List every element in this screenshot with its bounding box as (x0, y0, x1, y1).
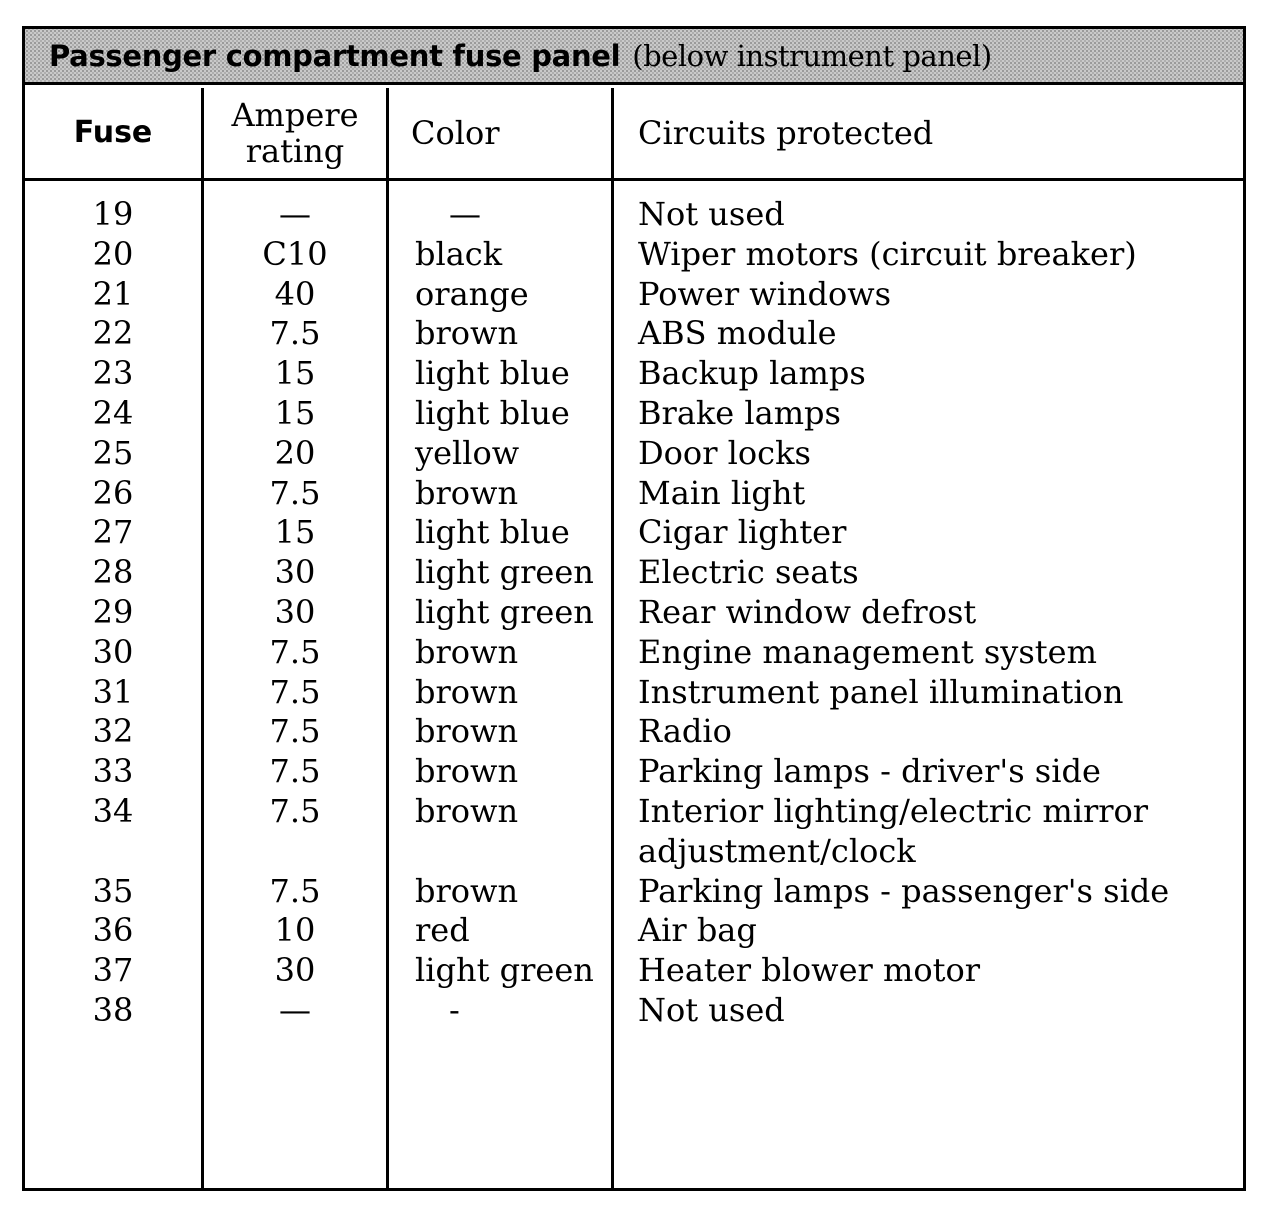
ampere-rating: 7.5 (269, 473, 321, 512)
circuit-protected (614, 792, 1218, 872)
circuit-line: Instrument panel illumination (638, 672, 1124, 711)
fuse-color: light blue (415, 354, 570, 393)
fuse-number: 27 (92, 513, 134, 552)
fuse-color: orange (415, 274, 529, 313)
circuit-protected (614, 951, 1218, 991)
ampere-rating: 7.5 (269, 314, 321, 353)
fuse-number: 26 (92, 473, 134, 512)
table-row (25, 712, 1243, 752)
fuse-color: light blue (415, 513, 570, 552)
ampere-rating: 15 (274, 513, 316, 552)
circuit-line: Electric seats (638, 553, 859, 592)
fuse-color: brown (415, 314, 519, 353)
ampere-rating: — (279, 195, 311, 233)
ampere-rating: 15 (274, 354, 316, 393)
fuse-color: brown (415, 712, 519, 751)
table-row (25, 593, 1243, 633)
fuse-color: light green (415, 951, 594, 990)
fuse-color: yellow (415, 433, 520, 472)
circuit-protected (614, 394, 1218, 434)
fuse-number: 19 (92, 195, 134, 233)
circuit-line: Parking lamps - driver's side (638, 752, 1101, 791)
circuit-protected (614, 991, 1218, 1031)
header-ampere-line1: Ampere (231, 96, 359, 134)
circuit-protected (614, 354, 1218, 394)
circuit-line: Radio (638, 712, 732, 751)
fuse-number: 20 (92, 234, 134, 273)
table-row (25, 792, 1243, 872)
circuit-line: Parking lamps - passenger's side (638, 871, 1170, 910)
circuit-line: Air bag (638, 911, 757, 950)
circuit-line: Door locks (638, 433, 811, 472)
circuit-line: Main light (638, 473, 806, 512)
fuse-color: — (449, 195, 481, 233)
header-circuits-protected: Circuits protected (638, 114, 934, 152)
fuse-number: 25 (92, 433, 134, 472)
circuit-protected (614, 434, 1218, 474)
circuit-protected (614, 752, 1218, 792)
ampere-rating: 7.5 (269, 632, 321, 671)
circuit-line: Cigar lighter (638, 513, 847, 552)
table-row (25, 434, 1243, 474)
fuse-number: 30 (92, 632, 134, 671)
circuit-line: Not used (638, 990, 785, 1029)
table-row (25, 553, 1243, 593)
ampere-rating: 20 (274, 433, 316, 472)
ampere-rating: 7.5 (269, 871, 321, 910)
ampere-rating: — (279, 990, 311, 1029)
ampere-rating: 30 (274, 592, 316, 631)
table-row (25, 752, 1243, 792)
circuit-line: Brake lamps (638, 393, 841, 432)
circuit-line: Engine management system (638, 632, 1097, 671)
circuit-line: Interior lighting/electric mirror (638, 791, 1149, 830)
fuse-number: 38 (92, 990, 134, 1029)
circuit-line: Not used (638, 195, 785, 233)
table-row (25, 354, 1243, 394)
table-row (25, 633, 1243, 673)
header-ampere-line2: rating (245, 132, 345, 170)
fuse-number: 23 (92, 354, 134, 393)
header-ampere-rating (204, 88, 386, 178)
circuit-protected (614, 593, 1218, 633)
circuit-protected (614, 195, 1218, 235)
table-row (25, 394, 1243, 434)
circuit-line: Heater blower motor (638, 951, 980, 990)
table-title-bar (25, 29, 1243, 85)
ampere-rating: C10 (262, 234, 328, 273)
table-row (25, 474, 1243, 514)
fuse-color: light green (415, 553, 594, 592)
circuit-line: Rear window defrost (638, 592, 977, 631)
circuit-line: Backup lamps (638, 354, 866, 393)
fuse-number: 31 (92, 672, 134, 711)
fuse-table (22, 26, 1246, 1191)
circuit-line: ABS module (638, 314, 837, 353)
circuit-protected (614, 633, 1218, 673)
fuse-number: 24 (92, 393, 134, 432)
table-row (25, 673, 1243, 713)
circuit-protected (614, 314, 1218, 354)
fuse-color: red (415, 911, 470, 950)
table-row (25, 513, 1243, 553)
ampere-rating: 15 (274, 393, 316, 432)
table-title-location: (below instrument panel) (632, 38, 992, 73)
circuit-protected (614, 673, 1218, 713)
fuse-number: 22 (92, 314, 134, 353)
circuit-protected (614, 474, 1218, 514)
fuse-color: brown (415, 871, 519, 910)
circuit-line: Power windows (638, 274, 892, 313)
ampere-rating: 7.5 (269, 672, 321, 711)
fuse-color: brown (415, 791, 519, 830)
table-row (25, 951, 1243, 991)
fuse-number: 21 (92, 274, 134, 313)
ampere-rating: 30 (274, 553, 316, 592)
fuse-color: brown (415, 473, 519, 512)
fuse-color: light blue (415, 393, 570, 432)
ampere-rating: 10 (274, 911, 316, 950)
circuit-protected (614, 712, 1218, 752)
circuit-protected (614, 872, 1218, 912)
fuse-color: black (415, 234, 503, 273)
header-color: Color (411, 114, 500, 152)
fuse-number: 36 (92, 911, 134, 950)
fuse-number: 33 (92, 752, 134, 791)
table-title: Passenger compartment fuse panel (49, 38, 621, 73)
ampere-rating: 40 (274, 274, 316, 313)
fuse-color: brown (415, 632, 519, 671)
circuit-protected (614, 275, 1218, 315)
table-row (25, 275, 1243, 315)
table-row (25, 195, 1243, 235)
ampere-rating: 30 (274, 951, 316, 990)
fuse-color: - (449, 990, 460, 1029)
circuit-protected (614, 235, 1218, 275)
header-fuse: Fuse (73, 115, 153, 150)
table-row (25, 911, 1243, 951)
fuse-number: 32 (92, 712, 134, 751)
table-row (25, 235, 1243, 275)
ampere-rating: 7.5 (269, 752, 321, 791)
table-header-row (25, 88, 1243, 181)
table-body (25, 195, 1243, 1031)
table-row (25, 872, 1243, 912)
ampere-rating: 7.5 (269, 791, 321, 830)
fuse-number: 35 (92, 871, 134, 910)
circuit-protected (614, 513, 1218, 553)
circuit-line: adjustment/clock (638, 831, 916, 870)
fuse-color: brown (415, 672, 519, 711)
fuse-number: 28 (92, 553, 134, 592)
fuse-color: light green (415, 592, 594, 631)
fuse-number: 37 (92, 951, 134, 990)
ampere-rating: 7.5 (269, 712, 321, 751)
table-row (25, 991, 1243, 1031)
fuse-number: 29 (92, 592, 134, 631)
circuit-line: Wiper motors (circuit breaker) (638, 234, 1137, 273)
fuse-number: 34 (92, 791, 134, 830)
fuse-color: brown (415, 752, 519, 791)
circuit-protected (614, 911, 1218, 951)
table-row (25, 314, 1243, 354)
circuit-protected (614, 553, 1218, 593)
